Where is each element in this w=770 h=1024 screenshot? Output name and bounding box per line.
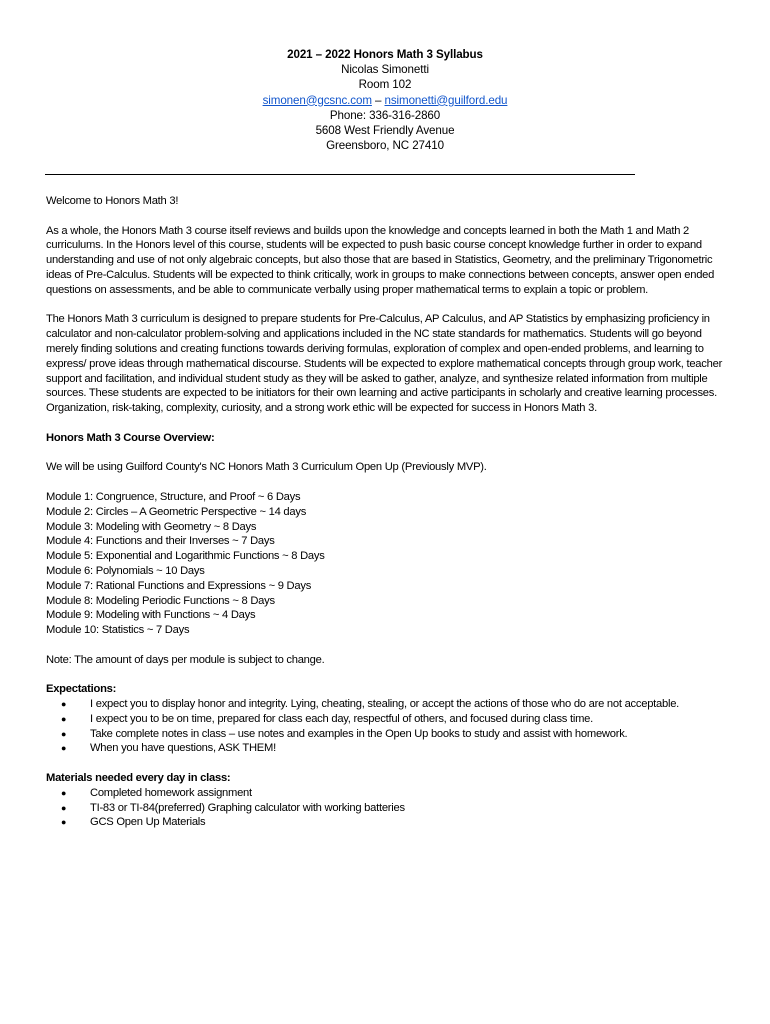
materials-list: [46, 786, 726, 830]
module-item: Module 8: Modeling Periodic Functions ~ 8 Days: [46, 594, 275, 607]
syllabus-body: [46, 194, 726, 845]
module-list: [46, 490, 726, 638]
expectation-text: When you have questions, ASK THEM!: [90, 742, 276, 755]
module-item: Module 3: Modeling with Geometry ~ 8 Days: [46, 520, 257, 533]
bullet-icon: ●: [61, 728, 67, 739]
header-divider-end: [534, 174, 635, 175]
module-item: Module 6: Polynomials ~ 10 Days: [46, 564, 205, 577]
module-item: Module 9: Modeling with Functions ~ 4 Days: [46, 609, 256, 622]
list-item: [46, 815, 726, 830]
module-item: Module 2: Circles – A Geometric Perspective ~ 14 days: [46, 505, 307, 518]
curriculum-paragraph: The Honors Math 3 curriculum is designed to prepare students for Pre-Calculus, AP Calculus, and AP Statistics by emphasizing proficiency in calculator and non-calculator problem-solving and applications included in the NC state standards for mathematics. Students will go beyond merely finding solutions and creating functions towards deriving formulas, exploration of complex and open-ended problems, and learning to express/ prove ideas through mathematical discourse. Students will be expected to explore mathematical concepts through group work, teacher support and facilitation, and individual student study as they will be asked to gather, analyze, and synthesize related information from multiple sources. These students are expected to be initiators for their own learning and active participants in scholarly and creative learning processes. Organization, risk-taking, complexity, curiosity, and a strong work ethic will be expected for success in Honors Math 3.: [46, 313, 723, 415]
page-title: 2021 – 2022 Honors Math 3 Syllabus: [287, 48, 483, 61]
expectation-text: Take complete notes in class – use notes and examples in the Open Up books to study and assist with homework.: [90, 727, 628, 740]
overview-heading: Honors Math 3 Course Overview:: [46, 431, 215, 444]
phone-number: Phone: 336-316-2860: [329, 108, 441, 122]
expectations-heading: Expectations:: [46, 683, 117, 696]
email-link-gcsnc[interactable]: simonen@gcsnc.com: [262, 93, 372, 107]
list-item: [46, 727, 726, 742]
expectation-text: I expect you to display honor and integrity. Lying, cheating, stealing, or accept the actions of those who do are not acceptable.: [90, 698, 680, 711]
welcome-text: Welcome to Honors Math 3!: [46, 195, 179, 207]
bullet-icon: ●: [61, 817, 67, 828]
module-item: Module 10: Statistics ~ 7 Days: [46, 624, 190, 637]
bullet-icon: ●: [61, 713, 67, 724]
list-item: [46, 786, 726, 801]
email-line: [0, 93, 770, 108]
list-item: [46, 741, 726, 756]
list-item: [46, 697, 726, 712]
module-item: Module 4: Functions and their Inverses ~ 7 Days: [46, 535, 275, 548]
overview-text: We will be using Guilford County's NC Honors Math 3 Curriculum Open Up (Previously MVP).: [46, 461, 487, 474]
materials-heading: Materials needed every day in class:: [46, 772, 231, 785]
city-state-zip: Greensboro, NC 27410: [326, 139, 444, 153]
email-separator: –: [371, 93, 385, 107]
street-address: 5608 West Friendly Avenue: [315, 124, 455, 138]
module-note: Note: The amount of days per module is subject to change.: [46, 653, 325, 666]
module-item: Module 7: Rational Functions and Expressions ~ 9 Days: [46, 579, 312, 592]
expectations-list: [46, 697, 726, 756]
module-item: Module 1: Congruence, Structure, and Proof ~ 6 Days: [46, 490, 301, 503]
material-text: TI-83 or TI-84(preferred) Graphing calculator with working batteries: [90, 801, 405, 814]
module-item: Module 5: Exponential and Logarithmic Functions ~ 8 Days: [46, 550, 325, 563]
teacher-name: Nicolas Simonetti: [341, 63, 429, 77]
material-text: Completed homework assignment: [90, 786, 252, 799]
course-description-paragraph: As a whole, the Honors Math 3 course itself reviews and builds upon the knowledge and concepts learned in both the Math 1 and Math 2 curriculums. In the Honors level of this course, students will be expected to push basic course concept knowledge further in order to expand understanding and use of not only algebraic concepts, but also those that are based in Statistics, Geometry, and the preliminary Trigonometric ideas of Pre-Calculus. Students will be expected to think critically, work in groups to make connections between concepts, answer open ended questions on assessments, and be able to communicate verbally using proper mathematical terms to explain a topic or problem.: [46, 224, 715, 296]
expectation-text: I expect you to be on time, prepared for class each day, respectful of others, and focused during class time.: [90, 712, 593, 725]
bullet-icon: ●: [61, 802, 67, 813]
list-item: [46, 801, 726, 816]
bullet-icon: ●: [61, 787, 67, 798]
email-link-guilford[interactable]: nsimonetti@guilford.edu: [384, 93, 508, 107]
list-item: [46, 712, 726, 727]
syllabus-header: [0, 47, 770, 153]
room-number: Room 102: [358, 78, 412, 92]
material-text: GCS Open Up Materials: [90, 816, 206, 829]
bullet-icon: ●: [61, 743, 67, 754]
bullet-icon: ●: [61, 699, 67, 710]
